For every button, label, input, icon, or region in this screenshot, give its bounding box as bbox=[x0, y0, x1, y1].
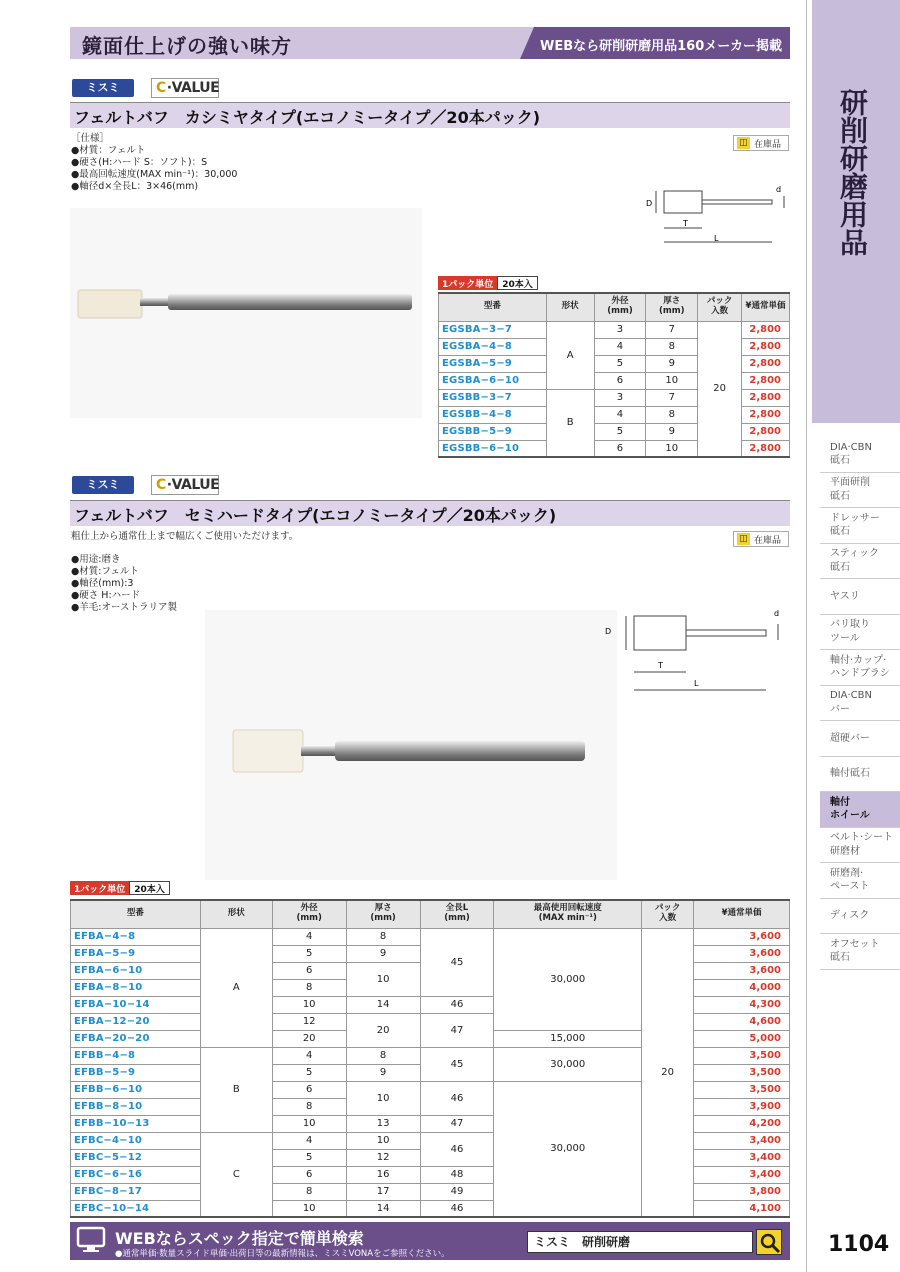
shape: A bbox=[546, 321, 594, 389]
product-code: EFBA−5−9 bbox=[71, 945, 201, 962]
header-right-text: WEBなら研削研磨用品160メーカー掲載 bbox=[540, 39, 783, 54]
column-header: 形状 bbox=[200, 900, 272, 928]
column-header: 最高使用回転速度 (MAX min⁻¹) bbox=[494, 900, 642, 928]
spec-line: ●材質:フェルト bbox=[71, 565, 140, 577]
column-header: 厚さ (mm) bbox=[646, 293, 698, 321]
thickness: 10 bbox=[646, 372, 698, 389]
price: 3,400 bbox=[694, 1166, 790, 1183]
outer-diameter: 20 bbox=[272, 1030, 346, 1047]
price: 3,600 bbox=[694, 962, 790, 979]
column-header: 厚さ (mm) bbox=[346, 900, 420, 928]
side-nav-item[interactable]: ヤスリ bbox=[820, 579, 900, 615]
product-code: EFBB−6−10 bbox=[71, 1081, 201, 1098]
side-nav bbox=[820, 437, 900, 970]
product-code: EFBA−12−20 bbox=[71, 1013, 201, 1030]
side-nav-item[interactable]: 軸付砥石 bbox=[820, 757, 900, 793]
thickness: 7 bbox=[646, 321, 698, 338]
price: 4,200 bbox=[694, 1115, 790, 1132]
section2-stock-badge bbox=[733, 531, 789, 547]
thickness: 10 bbox=[346, 962, 420, 996]
column-divider bbox=[806, 0, 807, 1272]
product-code: EFBB−5−9 bbox=[71, 1064, 201, 1081]
thickness: 10 bbox=[646, 440, 698, 457]
thickness: 12 bbox=[346, 1149, 420, 1166]
thickness: 10 bbox=[346, 1081, 420, 1115]
product-code: EFBC−6−16 bbox=[71, 1166, 201, 1183]
side-nav-item[interactable]: DIA·CBN 砥石 bbox=[820, 437, 900, 473]
overall-length: 45 bbox=[420, 928, 494, 996]
section2-table bbox=[70, 899, 790, 1218]
outer-diameter: 6 bbox=[272, 1166, 346, 1183]
product-code: EFBA−4−8 bbox=[71, 928, 201, 945]
overall-length: 45 bbox=[420, 1047, 494, 1081]
shaft bbox=[168, 294, 412, 310]
max-speed: 30,000 bbox=[494, 928, 642, 1030]
thickness: 8 bbox=[346, 1047, 420, 1064]
thickness: 10 bbox=[346, 1132, 420, 1149]
product-code: EGSBB−3−7 bbox=[439, 389, 547, 406]
spec-line: ●最高回転速度(MAX min⁻¹)：30,000 bbox=[71, 168, 238, 180]
shape: A bbox=[200, 928, 272, 1047]
side-nav-item[interactable]: 研磨剤· ペースト bbox=[820, 863, 900, 899]
section1-pack-label: 1パック単位 20本入 bbox=[438, 276, 538, 290]
svg-text:T: T bbox=[658, 661, 663, 670]
outer-diameter: 8 bbox=[272, 979, 346, 996]
thickness: 16 bbox=[346, 1166, 420, 1183]
overall-length: 47 bbox=[420, 1115, 494, 1132]
search-icon bbox=[757, 1230, 783, 1256]
product-code: EGSBA−4−8 bbox=[439, 338, 547, 355]
thickness: 9 bbox=[346, 1064, 420, 1081]
outer-diameter: 6 bbox=[272, 1081, 346, 1098]
side-nav-item[interactable]: 軸付·カップ· ハンドブラシ bbox=[820, 650, 900, 686]
outer-diameter: 8 bbox=[272, 1183, 346, 1200]
side-nav-item[interactable]: スティック 砥石 bbox=[820, 544, 900, 580]
section1-product-photo bbox=[70, 208, 422, 418]
product-code: EFBA−8−10 bbox=[71, 979, 201, 996]
section1-spec bbox=[71, 133, 237, 192]
thickness: 14 bbox=[346, 996, 420, 1013]
table-row bbox=[439, 321, 790, 338]
shaft bbox=[335, 741, 585, 761]
overall-length: 46 bbox=[420, 1132, 494, 1166]
max-speed: 30,000 bbox=[494, 1081, 642, 1217]
product-code: EGSBA−6−10 bbox=[439, 372, 547, 389]
price: 4,000 bbox=[694, 979, 790, 996]
section1-table bbox=[438, 292, 790, 458]
spec-line: ●軸径d×全長L：3×46(mm) bbox=[71, 180, 199, 192]
thickness: 13 bbox=[346, 1115, 420, 1132]
section2-pack-label: 1パック単位 20本入 bbox=[70, 881, 170, 895]
product-code: EFBC−5−12 bbox=[71, 1149, 201, 1166]
cvalue-text: ·VALUE bbox=[166, 477, 220, 493]
cvalue-c: C bbox=[156, 477, 166, 493]
product-code: EFBC−10−14 bbox=[71, 1200, 201, 1217]
svg-text:D: D bbox=[605, 627, 612, 636]
overall-length: 46 bbox=[420, 1081, 494, 1115]
stock-label: 在庫品 bbox=[754, 535, 782, 546]
column-header: 型番 bbox=[71, 900, 201, 928]
section1-dimension-drawing bbox=[634, 186, 794, 254]
svg-text:T: T bbox=[683, 219, 688, 228]
column-header: ¥通常単価 bbox=[694, 900, 790, 928]
outer-diameter: 5 bbox=[272, 945, 346, 962]
overall-length: 49 bbox=[420, 1183, 494, 1200]
max-speed: 15,000 bbox=[494, 1030, 642, 1047]
footer-title: WEBならスペック指定で簡単検索 bbox=[115, 1229, 364, 1248]
outer-diameter: 6 bbox=[594, 440, 646, 457]
price: 2,800 bbox=[742, 440, 790, 457]
box-icon: ◫ bbox=[737, 137, 750, 149]
product-code: EGSBB−6−10 bbox=[439, 440, 547, 457]
section2-dimension-drawing bbox=[600, 606, 790, 698]
price: 4,100 bbox=[694, 1200, 790, 1217]
spec-line: ●硬さ(H:ハード S：ソフト)：S bbox=[71, 156, 208, 168]
product-code: EGSBA−3−7 bbox=[439, 321, 547, 338]
price: 2,800 bbox=[742, 338, 790, 355]
header-title: 鏡面仕上げの強い味方 bbox=[82, 34, 292, 58]
product-code: EFBA−6−10 bbox=[71, 962, 201, 979]
max-speed: 30,000 bbox=[494, 1047, 642, 1081]
outer-diameter: 4 bbox=[272, 1132, 346, 1149]
thickness: 8 bbox=[346, 928, 420, 945]
thickness: 7 bbox=[646, 389, 698, 406]
thickness: 9 bbox=[646, 423, 698, 440]
svg-text:d: d bbox=[776, 186, 782, 194]
price: 2,800 bbox=[742, 389, 790, 406]
misumi-badge: ミスミ bbox=[72, 79, 134, 97]
product-code: EGSBA−5−9 bbox=[439, 355, 547, 372]
section2-product-photo bbox=[205, 610, 617, 880]
outer-diameter: 6 bbox=[594, 372, 646, 389]
outer-diameter: 12 bbox=[272, 1013, 346, 1030]
side-nav-item[interactable]: DIA·CBN バー bbox=[820, 686, 900, 722]
thickness: 9 bbox=[646, 355, 698, 372]
product-code: EFBC−8−17 bbox=[71, 1183, 201, 1200]
search-button[interactable] bbox=[756, 1229, 782, 1255]
outer-diameter: 4 bbox=[594, 338, 646, 355]
outer-diameter: 6 bbox=[272, 962, 346, 979]
price: 2,800 bbox=[742, 321, 790, 338]
thickness: 9 bbox=[346, 945, 420, 962]
thickness: 20 bbox=[346, 1013, 420, 1047]
svg-text:L: L bbox=[714, 234, 719, 243]
product-code: EFBB−8−10 bbox=[71, 1098, 201, 1115]
thickness: 14 bbox=[346, 1200, 420, 1217]
spec-line: ［仕様］ bbox=[71, 133, 110, 144]
overall-length: 46 bbox=[420, 996, 494, 1013]
price: 2,800 bbox=[742, 372, 790, 389]
price: 3,600 bbox=[694, 928, 790, 945]
outer-diameter: 3 bbox=[594, 389, 646, 406]
spec-line: ●軸径(mm):3 bbox=[71, 577, 134, 589]
spec-line: ●羊毛:オーストラリア製 bbox=[71, 601, 178, 613]
thickness: 8 bbox=[646, 338, 698, 355]
outer-diameter: 5 bbox=[594, 423, 646, 440]
product-code: EGSBB−5−9 bbox=[439, 423, 547, 440]
price: 4,600 bbox=[694, 1013, 790, 1030]
cvalue-text: ·VALUE bbox=[166, 80, 220, 96]
outer-diameter: 10 bbox=[272, 996, 346, 1013]
outer-diameter: 5 bbox=[594, 355, 646, 372]
shaft-neck bbox=[301, 746, 337, 756]
felt-tip bbox=[78, 290, 142, 318]
price: 3,400 bbox=[694, 1149, 790, 1166]
column-header: 全長L (mm) bbox=[420, 900, 494, 928]
spec-line: ●用途:磨き bbox=[71, 554, 121, 565]
product-code: EFBC−4−10 bbox=[71, 1132, 201, 1149]
column-header: 型番 bbox=[439, 293, 547, 321]
section2-lead: 粗仕上から通常仕上まで幅広くご使用いただけます。 bbox=[71, 531, 299, 542]
price: 2,800 bbox=[742, 355, 790, 372]
price: 3,800 bbox=[694, 1183, 790, 1200]
column-header: パック 入数 bbox=[642, 900, 694, 928]
price: 2,800 bbox=[742, 406, 790, 423]
spec-line: ●材質：フェルト bbox=[71, 144, 146, 156]
column-header: 外径 (mm) bbox=[272, 900, 346, 928]
side-nav-item[interactable]: ベルト·シート 研磨材 bbox=[820, 828, 900, 864]
outer-diameter: 5 bbox=[272, 1149, 346, 1166]
column-header: 形状 bbox=[546, 293, 594, 321]
section1-title: フェルトバフ カシミヤタイプ(エコノミータイプ／20本パック) bbox=[74, 108, 541, 127]
outer-diameter: 3 bbox=[594, 321, 646, 338]
shaft-neck bbox=[140, 298, 170, 306]
overall-length: 46 bbox=[420, 1200, 494, 1217]
shape: B bbox=[546, 389, 594, 457]
product-code: EFBB−10−13 bbox=[71, 1115, 201, 1132]
thickness: 8 bbox=[646, 406, 698, 423]
cvalue-c: C bbox=[156, 80, 166, 96]
price: 3,400 bbox=[694, 1132, 790, 1149]
price: 2,800 bbox=[742, 423, 790, 440]
stock-label: 在庫品 bbox=[754, 139, 782, 150]
outer-diameter: 8 bbox=[272, 1098, 346, 1115]
table-row bbox=[71, 928, 790, 945]
price: 3,900 bbox=[694, 1098, 790, 1115]
price: 3,600 bbox=[694, 945, 790, 962]
misumi-badge: ミスミ bbox=[72, 476, 134, 494]
shape: B bbox=[200, 1047, 272, 1132]
outer-diameter: 4 bbox=[272, 1047, 346, 1064]
felt-tip bbox=[233, 730, 303, 772]
svg-text:d: d bbox=[774, 609, 780, 618]
svg-text:L: L bbox=[694, 679, 699, 688]
side-nav-item[interactable]: ディスク bbox=[820, 899, 900, 935]
product-code: EGSBB−4−8 bbox=[439, 406, 547, 423]
product-code: EFBA−10−14 bbox=[71, 996, 201, 1013]
cvalue-logo bbox=[151, 78, 219, 98]
cvalue-logo bbox=[151, 475, 219, 495]
column-header: 外径 (mm) bbox=[594, 293, 646, 321]
outer-diameter: 10 bbox=[272, 1200, 346, 1217]
price: 5,000 bbox=[694, 1030, 790, 1047]
side-nav-item[interactable]: バリ取り ツール bbox=[820, 615, 900, 651]
product-code: EFBA−20−20 bbox=[71, 1030, 201, 1047]
side-nav-item[interactable]: 超硬バー bbox=[820, 721, 900, 757]
price: 3,500 bbox=[694, 1047, 790, 1064]
svg-text:D: D bbox=[646, 199, 653, 208]
category-title: 研削研磨用品 bbox=[836, 88, 869, 256]
column-header: ¥通常単価 bbox=[742, 293, 790, 321]
side-nav-item[interactable]: ドレッサー 砥石 bbox=[820, 508, 900, 544]
footer-search-box[interactable]: ミスミ 研削研磨 bbox=[527, 1231, 753, 1253]
price: 3,500 bbox=[694, 1064, 790, 1081]
side-nav-item[interactable]: 平面研削 砥石 bbox=[820, 473, 900, 509]
shape: C bbox=[200, 1132, 272, 1217]
outer-diameter: 4 bbox=[272, 928, 346, 945]
product-code: EFBB−4−8 bbox=[71, 1047, 201, 1064]
page-number: 1104 bbox=[828, 1232, 890, 1257]
box-icon: ◫ bbox=[737, 533, 750, 545]
thickness: 17 bbox=[346, 1183, 420, 1200]
price: 4,300 bbox=[694, 996, 790, 1013]
spec-line: ●硬さ H:ハード bbox=[71, 589, 141, 601]
monitor-icon bbox=[76, 1226, 106, 1254]
side-nav-item[interactable]: 軸付 ホイール bbox=[820, 792, 900, 828]
pack-qty: 20 bbox=[698, 321, 742, 457]
price: 3,500 bbox=[694, 1081, 790, 1098]
footer-note: ●通常単価·数量スライド単価·出荷日等の最新情報は、ミスミVONAをご参照ください。 bbox=[115, 1249, 450, 1259]
pack-qty: 20 bbox=[642, 928, 694, 1217]
column-header: パック 入数 bbox=[698, 293, 742, 321]
section1-stock-badge bbox=[733, 135, 789, 151]
section2-spec bbox=[71, 554, 177, 613]
outer-diameter: 10 bbox=[272, 1115, 346, 1132]
overall-length: 48 bbox=[420, 1166, 494, 1183]
outer-diameter: 4 bbox=[594, 406, 646, 423]
section2-title: フェルトバフ セミハードタイプ(エコノミータイプ／20本パック) bbox=[74, 506, 557, 525]
side-nav-item[interactable]: オフセット 砥石 bbox=[820, 934, 900, 970]
outer-diameter: 5 bbox=[272, 1064, 346, 1081]
overall-length: 47 bbox=[420, 1013, 494, 1047]
